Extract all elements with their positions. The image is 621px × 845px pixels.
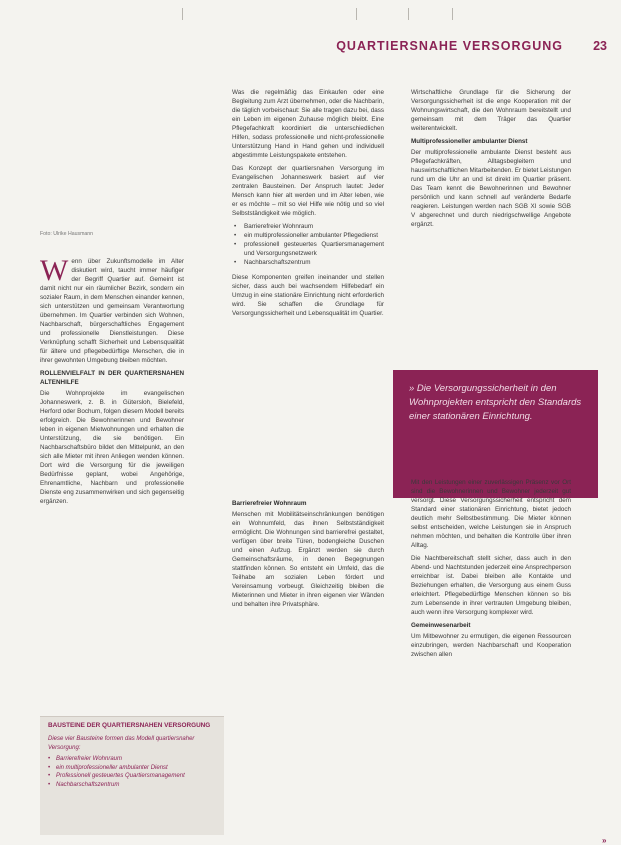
crop-mark — [452, 8, 453, 20]
body-paragraph: Um Mitbewohner zu ermutigen, die eigenen Ressourcen einzubringen, werden Nachbarschaft und Kooperation zwischen allen — [411, 633, 571, 658]
body-paragraph: Was die regelmäßig das Einkaufen oder eine Begleitung zum Arzt übernehmen, oder die Nachbarin, die täglich vorbeischaut: Sie alle tragen dazu bei, dass ein Leben im eigenen Zuhause möglich bleibt. Eine Pflegefachkraft koordiniert die unterschiedlichen Hilfen, sodass professionelle und nicht-professionelle Unterstützung Hand in Hand gehen und individuell abgestimmte Leistungspakete entstehen. — [232, 89, 384, 159]
body-paragraph: Die Wohnprojekte im evangelischen Johanneswerk, z. B. in Gütersloh, Bielefeld, Herford oder Bochum, folgen diesem Modell bereits erfolgreich. Die Bewohnerinnen und Bewohner leben in eigenen Mietwohnungen und erhalten die Unterstützung, die sie benötigen. Ein Nachbarschaftsbüro bildet den Mittelpunkt, an den sich alle Mieter mit ihren Anliegen wenden können. Dort wird die Versorgung für die jeweiligen Bedürfnisse geplant, wobei Angehörige, Ehrenamtliche, Nachbarn und professionelle Dienste eng zusammenwirken und sich gegenseitig ergänzen. — [40, 390, 184, 505]
body-paragraph: Menschen mit Mobilitätseinschränkungen benötigen ein Wohnumfeld, das ihnen Selbstständigkeit ermöglicht. Die Wohnungen sind barrierefrei gestaltet, verfügen über breite Türen, bodengleiche Duschen und einen Aufzug. Ergänzt werden sie durch Gemeinschaftsräume, in denen Begegnungen stattfinden können. So entsteht ein Umfeld, das die Teilhabe am sozialen Leben fördert und Vereinsamung vorbeugt. Gleichzeitig bleiben die Mieterinnen und Mieter in ihren eigenen vier Wänden und behalten ihre Privatsphäre. — [232, 511, 384, 608]
crop-mark — [408, 8, 409, 20]
crop-mark — [182, 8, 183, 20]
body-paragraph: Die Nachtbereitschaft stellt sicher, dass auch in den Abend- und Nachtstunden jederzeit eine Ansprechperson erreichbar ist. Dabei bleiben alle Kontakte und Beziehungen erhalten, die Versorgung aus einem Guss erleichtert. Pflegebedürftige Menschen können so bis zum Lebensende in ihrer vertrauten Umgebung bleiben, auch wenn ihre Versorgung komplexer wird. — [411, 555, 571, 616]
continue-arrow-icon: » — [602, 836, 607, 845]
list-item: • Barrierefreier Wohnraum — [232, 222, 384, 231]
intro-paragraph — [40, 254, 184, 365]
list-item: • Nachbarschaftszentrum — [232, 258, 384, 267]
photo-credit: Foto: Ulrike Hausmann — [40, 231, 94, 237]
info-box-lead: Diese vier Bausteine formen das Modell quartiersnaher Versorgung: — [48, 736, 195, 751]
list-item: • Barrierefreier Wohnraum — [48, 755, 216, 764]
crop-mark — [356, 8, 357, 20]
body-paragraph: Wirtschaftliche Grundlage für die Sicherung der Versorgungssicherheit ist die enge Kooperation mit der Wohnungswirtschaft, die den Wohnraum bereitstellt und gemeinsam mit dem Träger das Quartier weiterentwickelt. — [411, 89, 571, 132]
column-3-lower — [411, 478, 571, 663]
column-3 — [411, 88, 571, 233]
page-number: 23 — [593, 39, 607, 53]
list-item: • ein multiprofessioneller ambulanter Dienst — [48, 764, 216, 773]
list-item: • Nachbarschaftszentrum — [48, 781, 216, 790]
list-item: • professionell gesteuertes Quartiersmanagement und Versorgungsnetzwerk — [232, 240, 384, 258]
section-title: QUARTIERSNAHE VERSORGUNG — [336, 39, 563, 53]
page-header — [0, 0, 621, 70]
column-2 — [232, 88, 384, 322]
body-paragraph: Diese Komponenten greifen ineinander und stellen sicher, dass auch bei wachsendem Hilfebedarf ein Umzug in eine stationäre Einrichtung nicht erforderlich wird. Sie schaffen die Grundlage für Versorgungssicherheit und Lebensqualität im Quartier. — [232, 274, 384, 317]
info-box-title: BAUSTEINE DER QUARTIERSNAHEN VERSORGUNG — [48, 722, 211, 729]
subheading: Gemeinwesenarbeit — [411, 622, 471, 629]
drop-cap: W — [40, 254, 69, 287]
bullet-list — [232, 222, 384, 267]
list-item: • ein multiprofessioneller ambulanter Pflegedienst — [232, 231, 384, 240]
body-paragraph: Der multiprofessionelle ambulante Dienst besteht aus Pflegefachkräften, Alltagsbegleitern und hauswirtschaftlichen Mitarbeitenden. Er bietet Leistungen rund um die Uhr an und ist direkt im Quartier präsent. Das Team kennt die Bewohnerinnen und Bewohner persönlich und kann schnell auf veränderte Bedarfe reagieren. Leistungen werden nach SGB XI sowie SGB V abgerechnet und durch niedrigschwellige Angebote ergänzt. — [411, 149, 571, 228]
pull-quote-text: » Die Versorgungssicherheit in den Wohnprojekten entspricht den Standards einer stationären Einrichtung. — [409, 383, 582, 422]
body-paragraph: Das Konzept der quartiersnahen Versorgung im Evangelischen Johanneswerk basiert auf vier zentralen Bausteinen. Der Anspruch lautet: Jeder Mensch kann hier alt werden und im Alter leben, wie er es möchte – mit so viel Hilfe wie nötig und so viel Selbstständigkeit wie möglich. — [232, 165, 384, 217]
column-1 — [40, 254, 184, 510]
column-2-lower — [232, 495, 384, 613]
subheading: Multiprofessioneller ambulanter Dienst — [411, 138, 528, 145]
info-box-list — [48, 755, 216, 789]
subheading: Barrierefreier Wohnraum — [232, 500, 307, 507]
body-paragraph: Mit den Leistungen einer zuverlässigen Präsenz vor Ort sind die Bewohnerinnen und Bewohner jederzeit gut versorgt. Diese Versorgungssicherheit entspricht dem Standard einer stationären Einrichtung, bietet jedoch deutlich mehr Selbstbestimmung. Die Mieter können selbst entscheiden, welche Leistungen sie in Anspruch nehmen möchten, und behalten die Kontrolle über ihren Alltag. — [411, 479, 571, 549]
list-item: • Professionell gesteuertes Quartiersmanagement — [48, 772, 216, 781]
intro-text: enn über Zukunftsmodelle im Alter diskutiert wird, taucht immer häufiger der Begriff Quartier auf. Gemeint ist damit nicht nur ein räumlicher Bezirk, sondern ein sozialer Raum, in dem Menschen einander kennen, sich unterstützen und gemeinsam Verantwortung übernehmen. Im Quartier verbinden sich Wohnen, Nachbarschaft, bürgerschaftliches Engagement und professionelle Dienstleistungen. Diese Verknüpfung schafft Sicherheit und Lebensqualität für ältere und pflegebedürftige Menschen, die in ihrer gewohnten Umgebung bleiben möchten. — [40, 258, 184, 364]
section-heading: ROLLENVIELFALT IN DER QUARTIERSNAHEN ALTENHILFE — [40, 370, 184, 386]
info-box — [40, 716, 224, 835]
